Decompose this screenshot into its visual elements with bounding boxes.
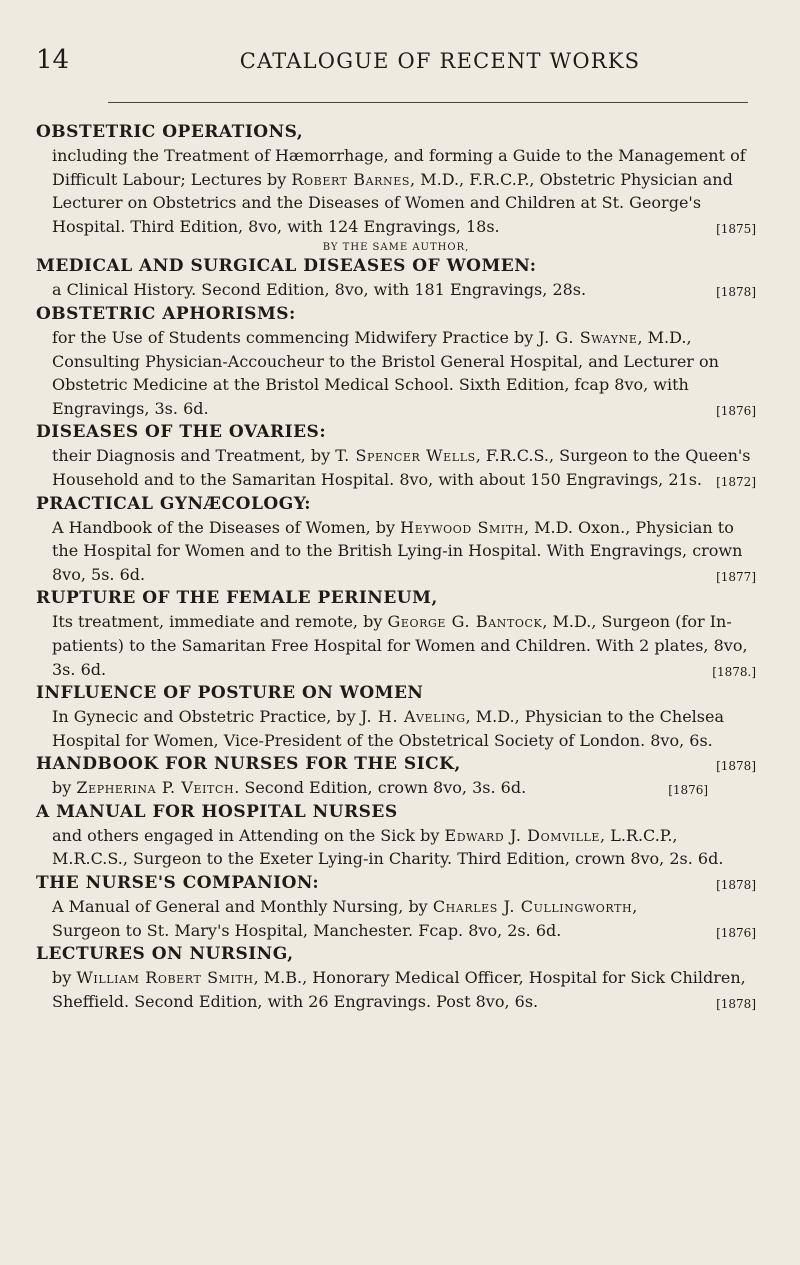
running-title: CATALOGUE OF RECENT WORKS <box>239 49 641 73</box>
entry-text-continued: , L.R.C.P., M.R.C.S., Surgeon to the Exeter Lying-in Charity. Third Edition, crown 8vo, 2s. 6d. <box>52 825 724 869</box>
entry-author: Zepherina P. Veitch <box>76 778 235 798</box>
entry-author: J. H. Aveling <box>360 707 466 727</box>
catalogue-entry <box>36 871 756 942</box>
entry-description <box>36 776 756 800</box>
entry-title: OBSTETRIC APHORISMS: <box>36 303 296 324</box>
entry-title: INFLUENCE OF POSTURE ON WOMEN <box>36 683 424 704</box>
entry-description <box>36 326 756 420</box>
entry-description <box>36 144 756 238</box>
entry-text-continued: . Second Edition, crown 8vo, 3s. 6d. <box>234 778 527 798</box>
entry-author: T. Spencer Wells <box>335 446 476 466</box>
entry-author: William Robert Smith <box>76 968 254 988</box>
entry-author: Robert Barnes <box>291 169 411 189</box>
catalogue-entry <box>36 752 756 800</box>
entry-year: [1876] <box>668 783 709 798</box>
entry-title: OBSTETRIC OPERATIONS, <box>36 122 304 142</box>
entry-year: [1872] <box>716 474 756 489</box>
entry-text: by <box>52 778 77 798</box>
entry-author: Heywood Smith <box>400 517 524 537</box>
page-number: 14 <box>36 45 70 75</box>
entry-text-continued: , M.D. Oxon., Physician to the Hospital for Women and to the British Lying-in Hospital. With Engravings, crown 8vo, 5s. 6d. <box>52 517 743 584</box>
entry-author: George G. Bantock <box>387 612 543 632</box>
entry-text-continued: , M.D., Surgeon (for In-patients) to the Samaritan Free Hospital for Women and Children. With 2 plates, 8vo, 3s. 6d. <box>52 612 748 679</box>
entry-text: A Handbook of the Diseases of Women, by <box>52 517 401 537</box>
catalogue-entry <box>36 242 756 302</box>
catalogue-entry <box>36 586 756 681</box>
entry-description <box>36 610 756 681</box>
entry-year: [1877] <box>716 569 756 584</box>
entry-text-continued: , M.D., Consulting Physician-Accoucheur to the Bristol General Hospital, and Lecturer on Obstetric Medicine at the Bristol Medical School. Sixth Edition, fcap 8vo, with Engravings, 3s. 6d. <box>52 327 719 418</box>
entry-description <box>36 278 756 302</box>
entry-title: A MANUAL FOR HOSPITAL NURSES <box>36 801 398 822</box>
entry-year: [1878] <box>716 285 756 300</box>
entry-text: a Clinical History. Second Edition, 8vo, with 181 Engravings, 28s. <box>52 280 587 300</box>
entry-description <box>36 444 756 491</box>
entry-year: [1878] <box>716 996 756 1011</box>
entry-description <box>36 895 756 942</box>
entry-title: RUPTURE OF THE FEMALE PERINEUM, <box>36 588 438 609</box>
catalogue-entry <box>36 942 756 1013</box>
catalogue-entry <box>36 120 756 238</box>
entry-year: [1878] <box>716 759 756 774</box>
entry-year: [1876] <box>716 403 756 418</box>
catalogue-entries <box>36 120 756 1016</box>
entry-text: Its treatment, immediate and remote, by <box>52 612 388 632</box>
catalogue-entry <box>36 302 756 420</box>
entry-year: [1875] <box>716 221 756 236</box>
entry-text: for the Use of Students commencing Midwifery Practice by <box>52 327 539 347</box>
entry-author: Edward J. Domville <box>444 825 601 845</box>
entry-title: DISEASES OF THE OVARIES: <box>36 422 327 443</box>
entry-year: [1878.] <box>712 664 756 679</box>
entry-text-continued: , M.D., Physician to the Chelsea Hospital for Women, Vice-President of the Obstetrical Society of London. 8vo, 6s. <box>52 707 724 750</box>
entry-author: Charles J. Cullingworth <box>432 897 633 917</box>
entry-year: [1878] <box>716 878 756 893</box>
entry-description <box>36 516 756 587</box>
entry-title: HANDBOOK FOR NURSES FOR THE SICK, <box>36 754 461 775</box>
entry-year: [1876] <box>716 925 756 940</box>
entry-text: and others engaged in Attending on the Sick by <box>52 825 445 845</box>
entry-description <box>36 966 756 1013</box>
entry-text: In Gynecic and Obstetric Practice, by <box>52 707 361 727</box>
catalogue-entry <box>36 492 756 587</box>
entry-text-continued: , Surgeon to St. Mary's Hospital, Manchester. Fcap. 8vo, 2s. 6d. <box>52 897 638 940</box>
entry-author: J. G. Swayne <box>538 327 638 347</box>
entry-title: MEDICAL AND SURGICAL DISEASES OF WOMEN: <box>36 256 537 277</box>
entry-text-continued: , F.R.C.S., Surgeon to the Queen's Household and to the Samaritan Hospital. 8vo, with about 150 Engravings, 21s. <box>52 446 751 489</box>
entry-title: LECTURES ON NURSING, <box>36 944 294 965</box>
running-head <box>0 42 800 82</box>
catalogue-entry <box>36 420 756 491</box>
entry-title: THE NURSE'S COMPANION: <box>36 873 320 894</box>
entry-text: by <box>52 968 77 988</box>
entry-title: PRACTICAL GYNÆCOLOGY: <box>36 493 312 514</box>
entry-text-continued: , M.D., F.R.C.P., Obstetric Physician and Lecturer on Obstetrics and the Diseases of Women and Children at St. George's Hospital. Third Edition, 8vo, with 124 Engravings, 18s. <box>52 169 733 236</box>
entry-byline: BY THE SAME AUTHOR, <box>322 242 470 254</box>
entry-text: A Manual of General and Monthly Nursing, by <box>52 897 433 917</box>
header-rule <box>108 102 748 103</box>
entry-text: including the Treatment of Hæmorrhage, and forming a Guide to the Management of Difficult Labour; Lectures by <box>52 146 746 189</box>
entry-text-continued: , M.B., Honorary Medical Officer, Hospital for Sick Children, Sheffield. Second Edition, with 26 Engravings. Post 8vo, 6s. <box>52 968 746 1011</box>
entry-text: their Diagnosis and Treatment, by <box>52 446 336 466</box>
